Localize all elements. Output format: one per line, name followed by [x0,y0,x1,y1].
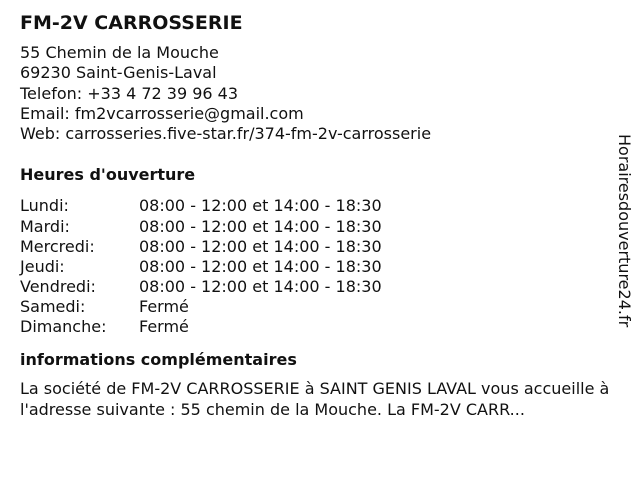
city-address: 69230 Saint-Genis-Laval [20,63,217,83]
site-brand-vertical: Horairesdouverture24.fr [615,134,634,328]
info-heading: informations complémentaires [20,350,297,370]
hours-row-friday [20,277,610,297]
opening-hours-table [20,196,610,337]
day-label: Jeudi: [20,256,65,276]
hours-row-sunday [20,317,610,337]
business-card [20,10,610,420]
time-value: 08:00 - 12:00 et 14:00 - 18:30 [139,236,382,256]
hours-row-tuesday [20,217,610,237]
time-value: 08:00 - 12:00 et 14:00 - 18:30 [139,216,382,236]
time-value: 08:00 - 12:00 et 14:00 - 18:30 [139,196,382,216]
hours-row-wednesday [20,237,610,257]
day-label: Mardi: [20,216,70,236]
hours-heading: Heures d'ouverture [20,165,196,185]
info-description: La société de FM-2V CARROSSERIE à SAINT GENIS LAVAL vous accueille à l'adresse suivante : 55 chemin de la Mouche. La FM-2V CARR... [20,379,610,419]
day-label: Mercredi: [20,236,95,256]
email-address[interactable]: Email: fm2vcarrosserie@gmail.com [20,103,304,123]
day-label: Dimanche: [20,317,107,337]
time-value: 08:00 - 12:00 et 14:00 - 18:30 [139,276,382,296]
hours-row-saturday [20,297,610,317]
hours-row-thursday [20,257,610,277]
contact-block [20,43,610,144]
time-value: 08:00 - 12:00 et 14:00 - 18:30 [139,256,382,276]
time-value: Fermé [139,296,189,316]
page-title: FM-2V CARROSSERIE [20,12,243,34]
day-label: Vendredi: [20,276,96,296]
hours-row-monday [20,196,610,216]
day-label: Lundi: [20,196,69,216]
street-address: 55 Chemin de la Mouche [20,43,219,62]
time-value: Fermé [139,317,189,337]
website-link[interactable]: Web: carrosseries.five-star.fr/374-fm-2v-carrosserie [20,124,432,144]
day-label: Samedi: [20,296,86,316]
phone-number[interactable]: Telefon: +33 4 72 39 96 43 [20,83,239,103]
